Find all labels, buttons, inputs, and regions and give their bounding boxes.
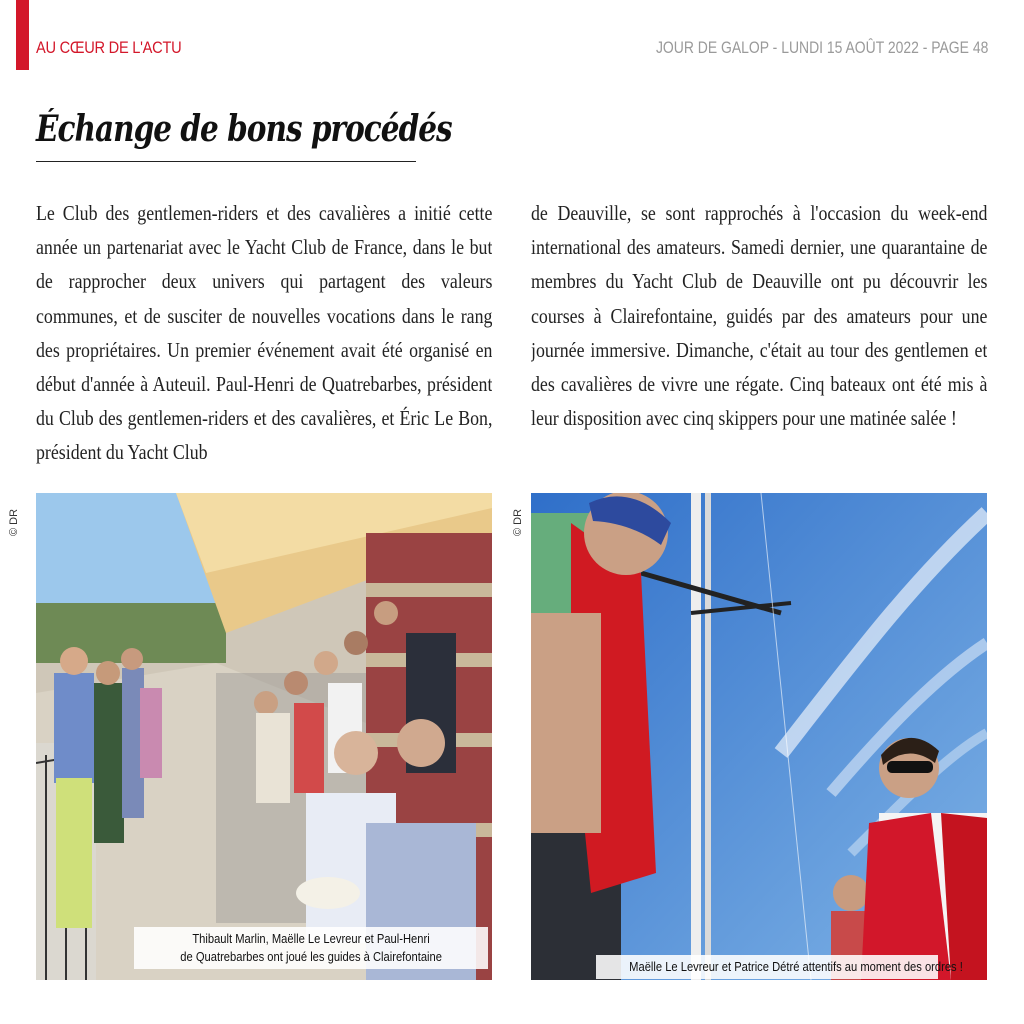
regatta-illustration (531, 493, 987, 980)
article-text-right: de Deauville, se sont rapprochés à l'occasion du week-end international des amateurs. Samedi dernier, une quarantaine de membres du Yacht Club de Deauville ont pu découvrir les courses à Clairefontaine, guidés par des amateurs pour une journée immersive. Dimanche, c'était au tour des gentlemen et des cavalières de vivre une régate. Cinq bateaux ont été mis à leur disposition avec cinq skippers pour une matinée salée ! (531, 201, 987, 431)
photo-regatta (531, 493, 987, 980)
page-folio: JOUR DE GALOP - LUNDI 15 AOÛT 2022 - PAGE 48 (655, 38, 988, 57)
photo-caption-left (134, 927, 488, 969)
photo-credit-left-text: © DR (8, 508, 20, 536)
photo-caption-left-line1: Thibault Marlin, Maëlle Le Levreur et Paul-Henri (192, 931, 430, 946)
photo-credit-left (8, 496, 22, 540)
article-column-left (36, 196, 492, 476)
article-headline: Échange de bons procédés (36, 108, 452, 150)
photo-caption-left-line2: de Quatrebarbes ont joué les guides à Clairefontaine (180, 949, 442, 964)
article-text-left: Le Club des gentlemen-riders et des cavalières a initié cette année un partenariat avec le Yacht Club de France, dans le but de rapprocher deux univers qui partagent des valeurs communes, et de susciter de nouvelles vocations dans le rang des propriétaires. Un premier événement avait été organisé en début d'année à Auteuil. Paul-Henri de Quatrebarbes, président du Club des gentlemen-riders et des cavalières, et Éric Le Bon, président du Yacht Club (36, 201, 492, 465)
headline-rule (36, 161, 416, 162)
photo-caption-right-text: Maëlle Le Levreur et Patrice Détré attentifs au moment des ordres ! (629, 959, 963, 974)
section-label: AU CŒUR DE L'ACTU (36, 38, 182, 57)
photo-credit-right (512, 496, 526, 540)
section-accent-bar (16, 0, 29, 70)
grandstand-illustration (36, 493, 492, 980)
photo-credit-right-text: © DR (512, 508, 524, 536)
article-column-right (531, 196, 987, 476)
photo-caption-right (596, 955, 963, 979)
photo-grandstand (36, 493, 492, 980)
